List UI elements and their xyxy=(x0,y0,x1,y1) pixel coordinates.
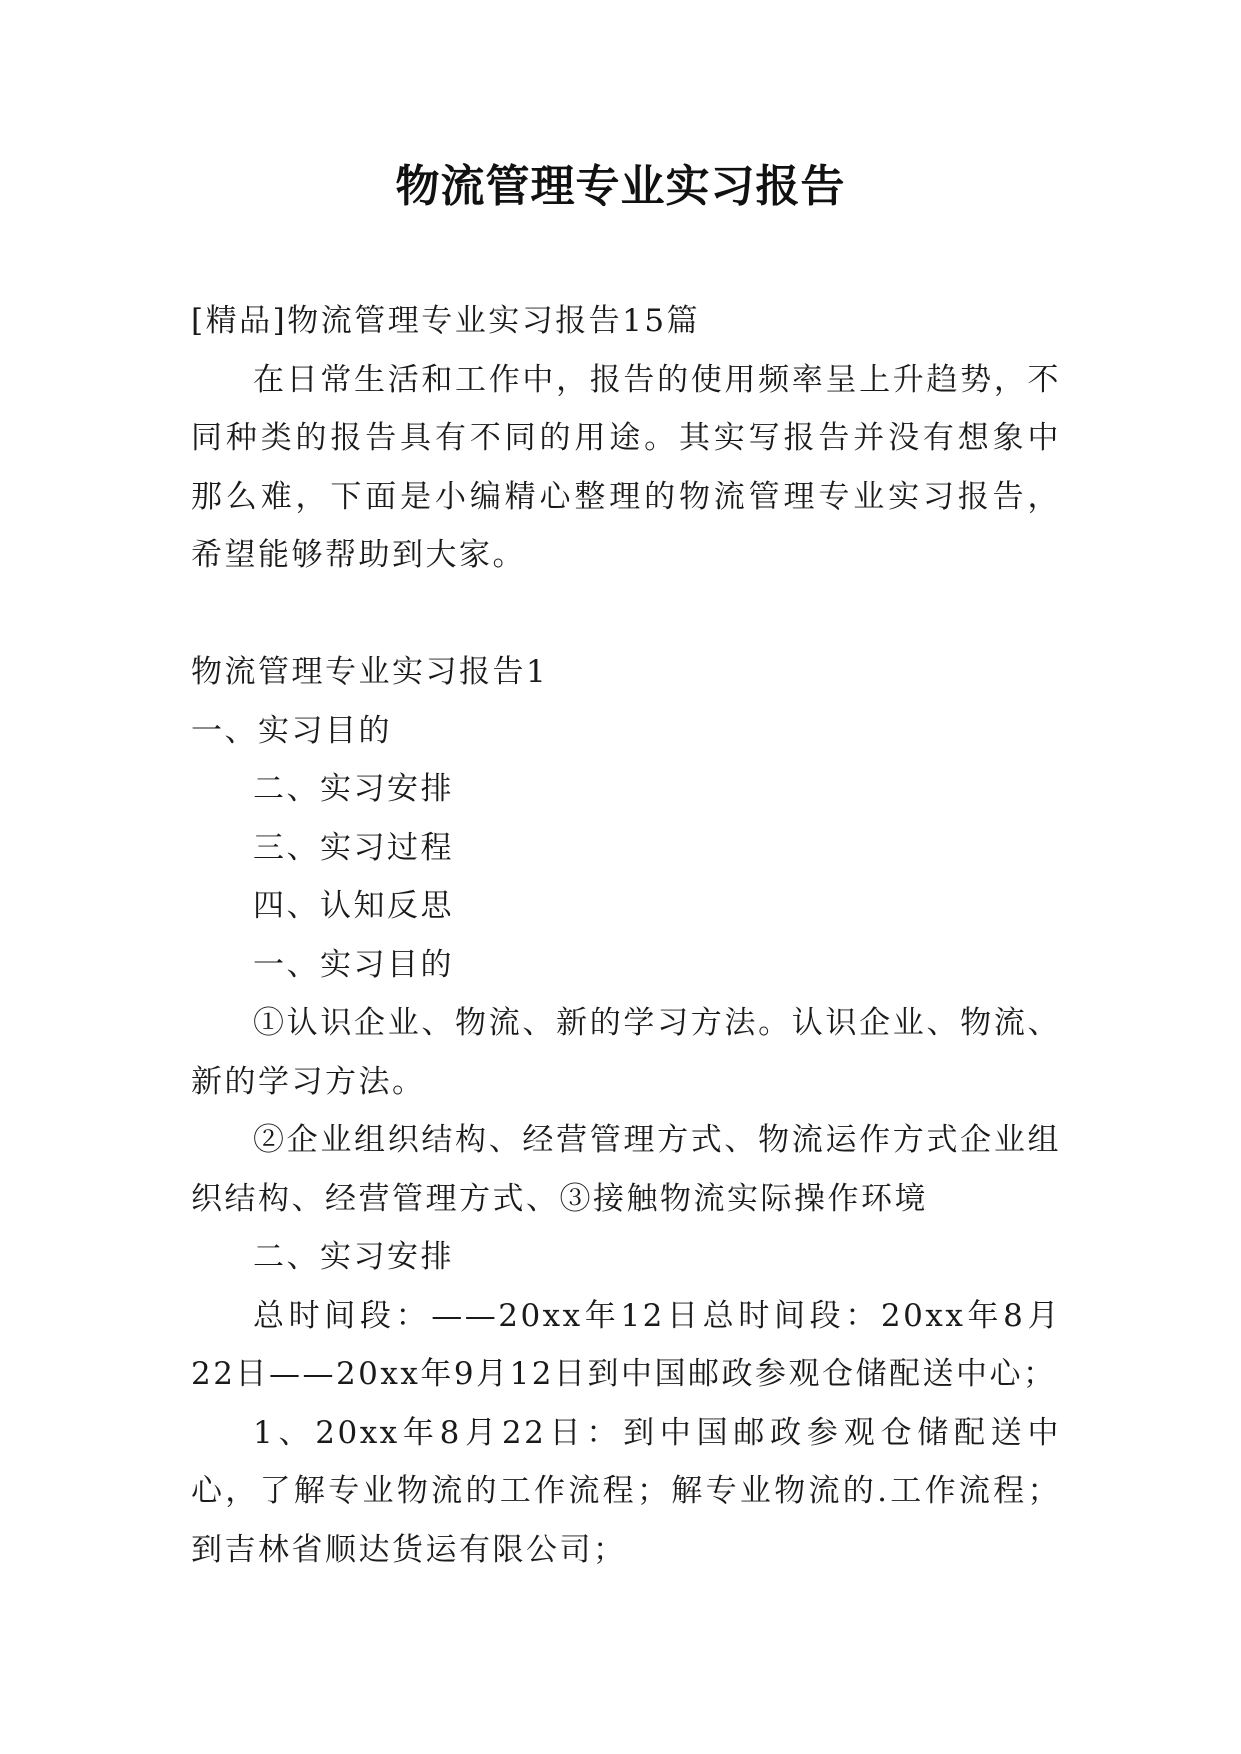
body-paragraph: 1、20xx年8月22日：到中国邮政参观仓储配送中心，了解专业物流的工作流程；解专业物流的.工作流程；到吉林省顺达货运有限公司； xyxy=(191,1414,1061,1568)
document-subtitle: [精品]物流管理专业实习报告15篇 xyxy=(191,303,701,339)
document-title: 物流管理专业实习报告 xyxy=(395,161,846,212)
subsection-heading: 二、实习安排 xyxy=(253,1239,454,1275)
intro-paragraph: 在日常生活和工作中，报告的使用频率呈上升趋势，不同种类的报告具有不同的用途。其实写报告并没有想象中那么难，下面是小编精心整理的物流管理专业实习报告，希望能够帮助到大家。 xyxy=(191,361,1061,573)
section-heading: 物流管理专业实习报告1 xyxy=(191,654,549,690)
subsection-heading: 一、实习目的 xyxy=(253,946,454,983)
document-body xyxy=(191,292,1061,1579)
body-paragraph: 总时间段：——20xx年12日总时间段：20xx年8月22日——20xx年9月12日到中国邮政参观仓储配送中心； xyxy=(191,1297,1061,1392)
paragraph-spacer xyxy=(191,585,1061,644)
outline-item: 二、实习安排 xyxy=(253,771,454,807)
body-paragraph: ②企业组织结构、经营管理方式、物流运作方式企业组织结构、经营管理方式、③接触物流实际操作环境 xyxy=(191,1122,1061,1217)
outline-item: 三、实习过程 xyxy=(253,829,454,866)
body-paragraph: ①认识企业、物流、新的学习方法。认识企业、物流、新的学习方法。 xyxy=(191,1005,1061,1100)
outline-item: 四、认知反思 xyxy=(253,888,454,924)
outline-item: 一、实习目的 xyxy=(191,712,392,749)
